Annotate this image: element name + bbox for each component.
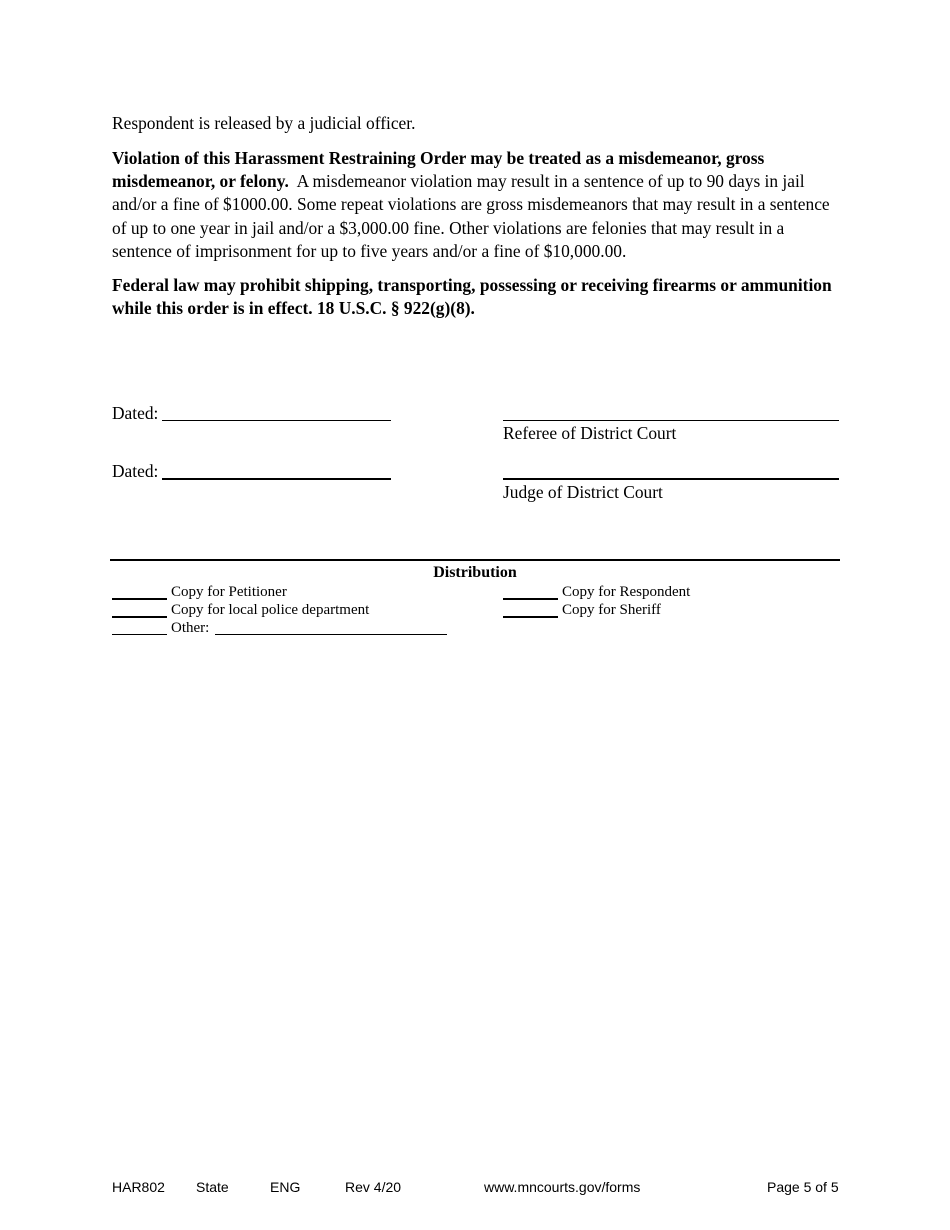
other-label: Other:	[171, 620, 210, 636]
police-check-line[interactable]	[112, 616, 167, 618]
footer-form-id: HAR802	[112, 1179, 165, 1195]
referee-signature-line[interactable]	[503, 420, 839, 421]
copy-respondent-label: Copy for Respondent	[562, 584, 691, 600]
footer-language: ENG	[270, 1179, 301, 1195]
copy-sheriff-label: Copy for Sheriff	[562, 602, 661, 618]
footer-revision: Rev 4/20	[345, 1179, 402, 1195]
petitioner-check-line[interactable]	[112, 598, 167, 600]
judge-label: Judge of District Court	[503, 482, 663, 502]
released-statement: Respondent is released by a judicial officer.	[112, 113, 416, 133]
distribution-title: Distribution	[433, 564, 517, 581]
footer-jurisdiction: State	[196, 1179, 229, 1195]
other-check-line[interactable]	[112, 634, 167, 635]
violation-paragraph	[112, 147, 842, 263]
violation-detail-text: A misdemeanor violation may result in a sentence of up to 90 days in jail and/or a fine of $1000.00. Some repeat violations are gross misdemeanors that may result in a sentence of up to one year in jail and/or a $3,000.00 fine. Other violations are felonies that may result in a sentence of imprisonment for up to five years and/or a fine of $10,000.00.	[112, 171, 830, 261]
dated-label-2: Dated:	[112, 461, 159, 481]
footer-url[interactable]: www.mncourts.gov/forms	[484, 1179, 641, 1195]
distribution-divider	[110, 559, 840, 561]
dated-label-1: Dated:	[112, 403, 159, 423]
copy-petitioner-label: Copy for Petitioner	[171, 584, 287, 600]
federal-law-notice: Federal law may prohibit shipping, transporting, possessing or receiving firearms or ammunition while this order is in effect. 18 U.S.C. § 922(g)(8).	[112, 275, 832, 319]
footer-page-number: Page 5 of 5	[767, 1179, 839, 1195]
violation-bold-text: Violation of this Harassment Restraining Order may be treated as a misdemeanor, gross misdemeanor, or felony.	[112, 148, 765, 192]
sheriff-check-line[interactable]	[503, 616, 558, 618]
respondent-check-line[interactable]	[503, 598, 558, 600]
copy-police-label: Copy for local police department	[171, 602, 370, 618]
other-input-line[interactable]	[215, 634, 447, 635]
dated-line-2[interactable]	[162, 478, 391, 480]
judge-signature-line[interactable]	[503, 478, 839, 480]
referee-label: Referee of District Court	[503, 423, 677, 443]
dated-line-1[interactable]	[162, 420, 391, 421]
